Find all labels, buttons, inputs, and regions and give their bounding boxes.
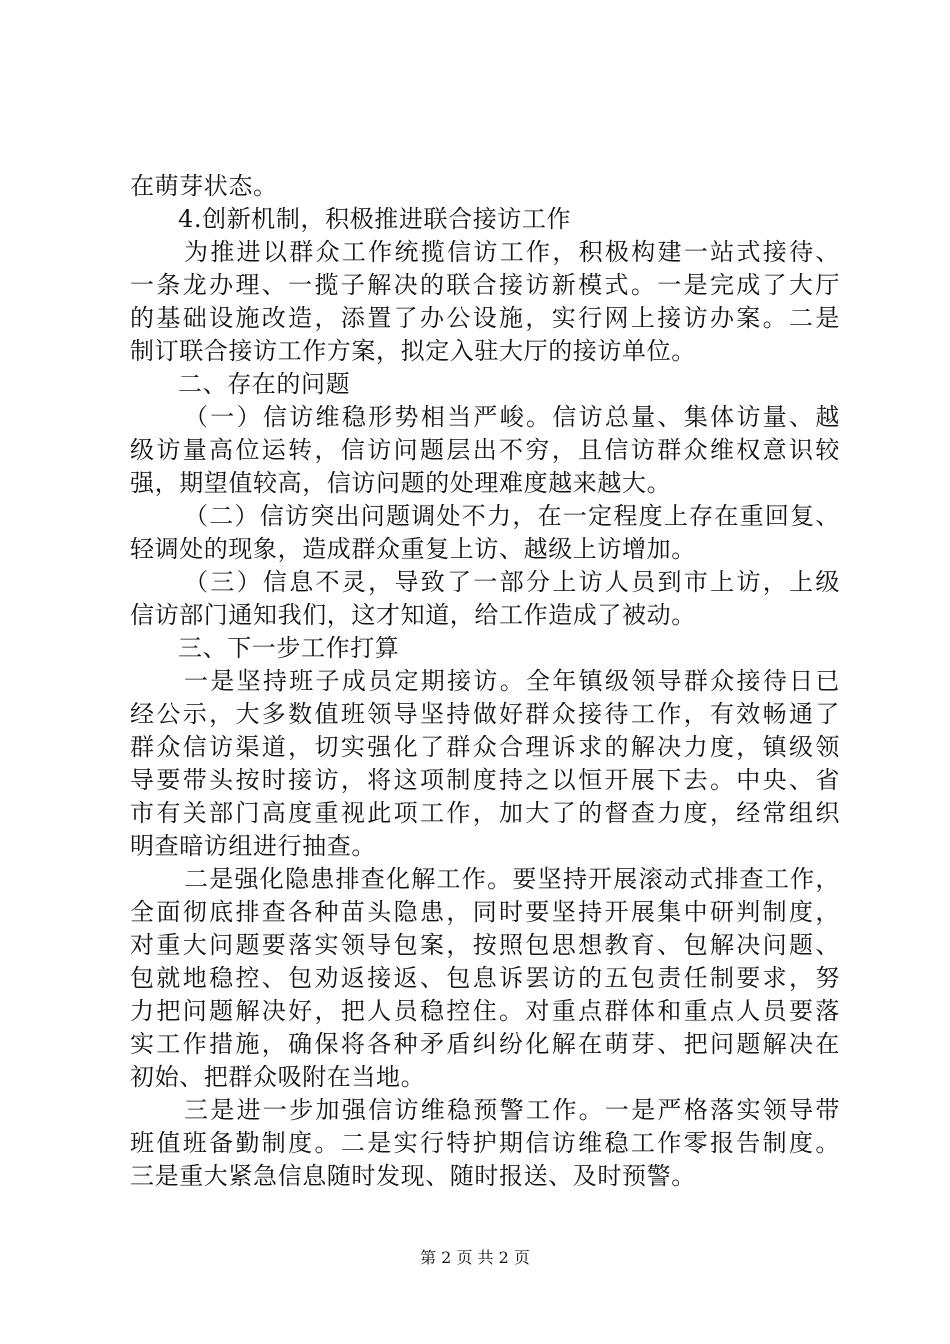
- text-line: （三）信息不灵，导致了一部分上访人员到市上访，上级: [184, 568, 840, 596]
- document-body: [130, 170, 840, 1193]
- text-line: 市有关部门高度重视此项工作，加大了的督查力度，经常组织: [130, 799, 840, 827]
- section-heading: 二、存在的问题: [178, 370, 351, 398]
- text-line: 制订联合接访工作方案，拟定入驻大厅的接访单位。: [130, 337, 696, 365]
- section-heading: 4.创新机制，积极推进联合接访工作: [178, 205, 572, 233]
- text-line: 三是重大紧急信息随时发现、随时报送、及时预警。: [130, 1162, 696, 1190]
- text-line: 二是强化隐患排查化解工作。要坚持开展滚动式排查工作，: [184, 865, 840, 893]
- text-line: 强，期望值较高，信访问题的处理难度越来越大。: [130, 469, 672, 497]
- text-line: 对重大问题要落实领导包案，按照包思想教育、包解决问题、: [130, 931, 840, 959]
- text-line: 信访部门通知我们，这才知道，给工作造成了被动。: [130, 601, 696, 629]
- text-line: 实工作措施，确保将各种矛盾纠纷化解在萌芽、把问题解决在: [130, 1030, 840, 1058]
- text-line: 在萌芽状态。: [130, 172, 278, 200]
- text-line: 包就地稳控、包劝返接返、包息诉罢访的五包责任制要求，努: [130, 964, 840, 992]
- text-line: 为推进以群众工作统揽信访工作，积极构建一站式接待、: [184, 238, 840, 266]
- text-line: 全面彻底排查各种苗头隐患，同时要坚持开展集中研判制度，: [130, 898, 840, 926]
- text-line: （一）信访维稳形势相当严峻。信访总量、集体访量、越: [184, 403, 840, 431]
- text-line: 一条龙办理、一揽子解决的联合接访新模式。一是完成了大厅: [130, 271, 840, 299]
- section-heading: 三、下一步工作打算: [178, 634, 400, 662]
- text-line: 三是进一步加强信访维稳预警工作。一是严格落实领导带: [184, 1096, 840, 1124]
- text-line: 力把问题解决好，把人员稳控住。对重点群体和重点人员要落: [130, 997, 840, 1025]
- text-line: 明查暗访组进行抽查。: [130, 832, 376, 860]
- text-line: 级访量高位运转，信访问题层出不穷，且信访群众维权意识较: [130, 436, 840, 464]
- text-line: 轻调处的现象，造成群众重复上访、越级上访增加。: [130, 535, 696, 563]
- text-line: 群众信访渠道，切实强化了群众合理诉求的解决力度，镇级领: [130, 733, 840, 761]
- text-line: 经公示，大多数值班领导坚持做好群众接待工作，有效畅通了: [130, 700, 840, 728]
- page-number-footer: 第 2 页 共 2 页: [420, 1248, 530, 1267]
- text-line: 初始、把群众吸附在当地。: [130, 1063, 426, 1091]
- text-line: 导要带头按时接访，将这项制度持之以恒开展下去。中央、省: [130, 766, 840, 794]
- text-line: （二）信访突出问题调处不力，在一定程度上存在重回复、: [184, 502, 840, 530]
- text-line: 一是坚持班子成员定期接访。全年镇级领导群众接待日已: [184, 667, 840, 695]
- text-line: 班值班备勤制度。二是实行特护期信访维稳工作零报告制度。: [130, 1129, 840, 1157]
- text-line: 的基础设施改造，添置了办公设施，实行网上接访办案。二是: [130, 304, 840, 332]
